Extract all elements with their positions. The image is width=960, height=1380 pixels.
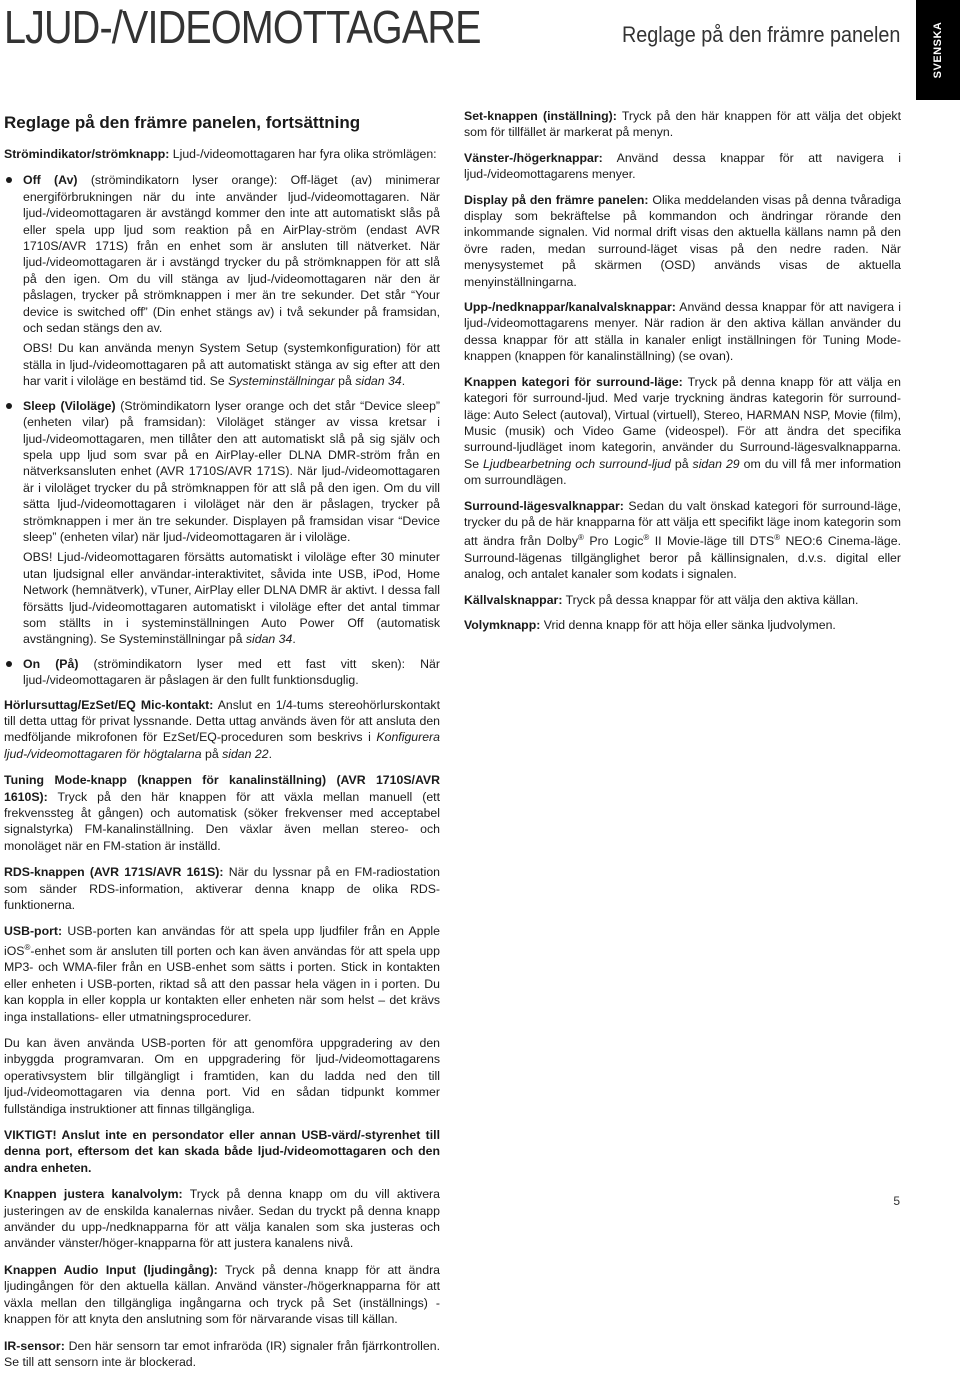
page-number: 5 xyxy=(893,1194,900,1208)
surround-category-text: Tryck på denna knapp för att välja en kategori för surround-ljud. Med varje tryckning ändras kategorin för surround-läge: Auto Select (autoval), Virtual (virtuell), Stereo, HARMAN NSP, Movie (film), Music (musik) och Video Game (videospel). För att ändra det specifika surround-ljudläget inom kategorin, använder du Surround-lägesvalknapparna. Se xyxy=(464,374,901,471)
set-text: Tryck på den här knappen för att välja det objekt som för tillfället är markerat på menyn. xyxy=(464,109,901,140)
left-right-label: Vänster-/högerknappar: xyxy=(464,150,603,165)
usb-paragraph xyxy=(4,923,440,1025)
power-intro xyxy=(4,146,440,162)
off-note-link: Systeminställningar xyxy=(228,374,335,389)
registered-mark-1: ® xyxy=(578,533,584,543)
usb-text: USB-porten kan användas för att spela upp ljudfiler från en Apple iOS xyxy=(4,924,440,958)
off-note-page: sidan 34 xyxy=(355,374,402,389)
rds-paragraph xyxy=(4,864,440,913)
usb-text-2: -enhet som är ansluten till porten och kan även användas för att spela upp MP3- och WMA-filer från en USB-enhet som sätts i porten. Stick in kontakten eller enheten i USB-porten, riktad så att den passar hela vägen in i porten. Du kan koppla in eller koppla ur kontakten eller enheten när som helst – det krävs inga installations- eller utmatningsprocedurer. xyxy=(4,943,440,1024)
sleep-note-end: . xyxy=(292,632,296,647)
channel-volume-label: Knappen justera kanalvolym: xyxy=(4,1187,183,1202)
usb-registered-mark: ® xyxy=(24,942,31,952)
channel-volume-text: Tryck på denna knapp om du vill aktivera justeringen av de enskilda kanalernas nivåer. Sedan du tryckt på denna knapp använder du upp-/nedknapparna för att välja kanalen som ska justeras och använder vänster/höger-knapparna för att justera kanalens nivå. xyxy=(4,1187,440,1251)
right-column xyxy=(464,108,901,642)
headphone-end: . xyxy=(268,746,272,761)
sleep-note-text: OBS! Ljud-/videomottagaren försätts automatiskt i viloläge efter 30 minuter utan ljudsignal eller användar-interaktivitet, såvida inte USB, iPod, Home Network (hemnätverk), vTuner, AirPlay eller DLNA DMR är aktivt. I dessa fall försätts ljud-/videomottagaren automatiskt i viloläge efter det antal timmar som ställts in i systeminställningen Auto Power Off (automatisk avstängning). Se Systeminställningar på xyxy=(23,550,440,647)
rds-text: När du lyssnar på en FM-radiostation som sänder RDS-information, aktiverar denna knapp de olika RDS-funktionerna. xyxy=(4,865,440,913)
on-label: On (På) xyxy=(23,656,79,671)
left-right-text: Använd dessa knappar för att navigera i ljud-/videomottagarens menyer. xyxy=(464,150,901,182)
surround-select-label: Surround-lägesvalknappar: xyxy=(464,498,624,513)
display-label: Display på den främre panelen: xyxy=(464,192,649,207)
off-note-text: OBS! Du kan använda menyn System Setup (systemkonfiguration) för att ställa in ljud-/videomottagaren på att automatiskt stänga av sig efter att den har varit i viloläge en bestämd tid. Se xyxy=(23,341,440,389)
list-item-off xyxy=(4,172,440,389)
rds-label: RDS-knappen (AVR 171S/AVR 161S): xyxy=(4,865,224,880)
source-label: Källvalsknappar: xyxy=(464,592,563,607)
registered-mark-3: ® xyxy=(774,533,781,543)
off-text: (strömindikatorn lyser orange): Off-läget (av) minimerar energiförbrukningen när du inte använder ljud-/videomottagaren. När ljud-/videomottagaren är avstängd kommer den inte att automatiskt slås på eller spela upp ljud som reaktion på en AirPlay-ström (endast AVR 1710S/AVR 171S) från en enhet som är ansluten till nätverket. När ljud-/videomottagaren är i avstängd trycker du på strömknappen för att slå på den igen. Om du vill stänga av ljud-/videomottagaren när den är påslagen, trycker på strömknappen i mer än tre sekunder. Det står “Your device is switched off” (Din enhet stängs av) i två sekunder på framsidan, och sedan stängs den av. xyxy=(23,173,440,336)
warning-paragraph xyxy=(4,1127,440,1176)
power-modes-list xyxy=(4,172,440,688)
off-note xyxy=(23,340,440,389)
usb-label: USB-port: xyxy=(4,924,63,939)
display-paragraph xyxy=(464,192,901,290)
surround-select-text: Sedan du valt önskad kategori för surround-läge, trycker du på de här knapparna för att välja ett specifikt läge inom kategorin som att ändra från Dolby xyxy=(464,498,901,549)
surround-select-text-2: Pro Logic xyxy=(583,534,644,549)
list-item-sleep xyxy=(4,398,440,648)
off-label: Off (Av) xyxy=(23,173,78,188)
headphone-text: Anslut en 1/4-tums stereohörlurskontakt till detta uttag för privat lyssnande. Detta uttag används även för att ansluta den medföljande mikrofonen för EzSet/EQ-proceduren som beskrivs i xyxy=(4,697,440,745)
headphone-page: sidan 22 xyxy=(222,746,269,761)
off-note-mid: på xyxy=(334,374,356,389)
warning-text: VIKTIGT! Anslut inte en persondator eller annan USB-värd/-styrenhet till denna port, eftersom det kan skada både ljud-/videomottagaren och den andra enheten. xyxy=(4,1128,440,1175)
headphone-mid: på xyxy=(201,746,223,761)
headphone-link: Konfigurera ljud-/videomottagaren för högtalarna xyxy=(4,730,440,761)
page-header-subtitle: Reglage på den främre panelen xyxy=(621,22,900,47)
up-down-label: Upp-/nedknappar/kanalvalsknappar: xyxy=(464,300,676,315)
power-intro-label: Strömindikator/strömknapp: xyxy=(4,147,170,161)
sleep-label: Sleep (Viloläge) xyxy=(23,398,116,413)
surround-category-end: om du vill få mer information om surroundlägen. xyxy=(464,456,901,488)
volume-paragraph xyxy=(464,617,901,633)
surround-category-paragraph xyxy=(464,374,901,489)
audio-input-text: Tryck på denna knapp för att ändra ljudingången för den aktuella källan. Använd vänster-/högerknapparna för att växla mellan den tillgängliga ingångarna och tryck på Set (inställnings) -knappen för att knyta den anslutning som för närvarande visas till källan. xyxy=(4,1262,441,1327)
sleep-text: (Strömindikatorn lyser orange och det står “Device sleep” (enheten vilar) på framsidan): Viloläget stänger av vissa kretsar i ljud-/videomottagaren, men tillåter den att automatiskt slå på sig själv och spela upp ljud som svar på en AirPlay-eller DLNA DMR-ström från en nätverksansluten enhet (AVR 1710S/AVR 171S). När ljud-/videomottagaren är i viloläget trycker du på strömknappen för att slå på den igen. Om du vill sätta ljud-/videomottagaren i viloläget när den är påslagen, trycker på strömknappen i mer än tre sekunder. Displayen på framsidan visar “Device sleep” (enheten vilar) när ljud-/videomottagaren är i viloläge. xyxy=(23,398,440,544)
left-right-paragraph xyxy=(464,150,901,183)
volume-text: Vrid denna knapp för att höja eller sänka ljudvolymen. xyxy=(540,618,836,633)
volume-label: Volymknapp: xyxy=(464,618,541,633)
audio-input-label: Knappen Audio Input (ljudingång): xyxy=(4,1262,218,1277)
up-down-paragraph xyxy=(464,299,901,365)
surround-category-label: Knappen kategori för surround-läge: xyxy=(464,374,683,389)
tuning-text: Tryck på den här knappen för att växla mellan manuell (ett frekvenssteg åt gången) och automatisk (söker frekvenser med acceptabel signalstyrka) FM-kanalinställning. Den växlar även mellan stereo- och monoläget när en FM-station är inställd. xyxy=(4,789,440,853)
ir-sensor-text: Den här sensorn tar emot infraröda (IR) signaler från fjärrkontrollen. Se till att sensorn inte är blockerad. xyxy=(4,1338,440,1369)
up-down-text: Använd dessa knappar för att navigera i ljud-/videomottagarens menyer. När radion är den aktiva källan använder du dessa knappar för att ställa in kanaler enligt inställningen för Tuning Mode-knappen (knappen för kanalinställning) (se ovan). xyxy=(464,300,901,364)
list-item-on xyxy=(4,656,440,689)
update-paragraph: Du kan även använda USB-porten för att genomföra uppgradering av den inbyggda programvaran. Om en uppgradering för ljud-/videomottagarens operativsystem blir tillgängligt i framtiden, kan du ladda ned den till ljud-/videomottagaren via denna port. Vid en sådan tidpunkt kommer fullständiga instruktioner att finnas tillgängliga. xyxy=(4,1036,440,1116)
section-title: Reglage på den främre panelen, fortsättning xyxy=(4,113,361,132)
set-label: Set-knappen (inställning): xyxy=(464,109,617,123)
source-paragraph xyxy=(464,592,901,608)
headphone-label: Hörlursuttag/EzSet/EQ Mic-kontakt: xyxy=(4,697,214,712)
surround-category-mid: på xyxy=(670,456,693,471)
left-column xyxy=(4,108,440,1380)
tuning-paragraph xyxy=(4,772,440,854)
headphone-paragraph xyxy=(4,697,440,763)
set-paragraph xyxy=(464,108,901,141)
display-text: Olika meddelanden visas på denna tvåradiga display som bekräftelse på kommandon och ändringar rörande den inkommande signalen. Vid normal drift visas den aktuella källans namn på den övre raden, medan surround-läget visas på den nedre raden. När menysystemet på skärmen (OSD) används visas de aktuella menyinställningarna. xyxy=(464,192,901,289)
off-note-end: . xyxy=(401,374,406,389)
audio-input-paragraph xyxy=(4,1262,440,1328)
language-tab-label: SVENSKA xyxy=(932,21,944,79)
ir-sensor-label: IR-sensor: xyxy=(4,1338,65,1353)
surround-select-paragraph xyxy=(464,498,901,583)
tuning-label: Tuning Mode-knapp (knappen för kanalinställning) (AVR 1710S/AVR 1610S): xyxy=(4,773,440,804)
surround-category-link: Ljudbearbetning och surround-ljud xyxy=(483,456,671,471)
sleep-note xyxy=(23,549,440,647)
registered-mark-2: ® xyxy=(643,533,650,543)
surround-select-text-4: NEO:6 Cinema-läge. Surround-lägenas tillgänglighet beror på källinsignalen, d.v.s. digital eller analog, och antalet kanaler som kodats i signalen. xyxy=(464,534,901,582)
page-header-title: LJUD-/VIDEOMOTTAGARE xyxy=(4,1,481,53)
power-intro-text: Ljud-/videomottagaren har fyra olika strömlägen: xyxy=(169,147,437,161)
ir-sensor-paragraph xyxy=(4,1338,440,1371)
source-text: Tryck på dessa knappar för att välja den aktiva källan. xyxy=(562,592,859,607)
language-tab xyxy=(916,0,960,100)
channel-volume-paragraph xyxy=(4,1186,440,1252)
surround-select-text-3: II Movie-läge till DTS xyxy=(649,534,775,549)
on-text: (strömindikatorn lyser med ett fast vitt sken): När ljud-/videomottagaren är påslagen är den fullt funktionsduglig. xyxy=(23,656,440,688)
sleep-note-page: sidan 34 xyxy=(245,632,293,647)
surround-category-page: sidan 29 xyxy=(692,456,740,471)
